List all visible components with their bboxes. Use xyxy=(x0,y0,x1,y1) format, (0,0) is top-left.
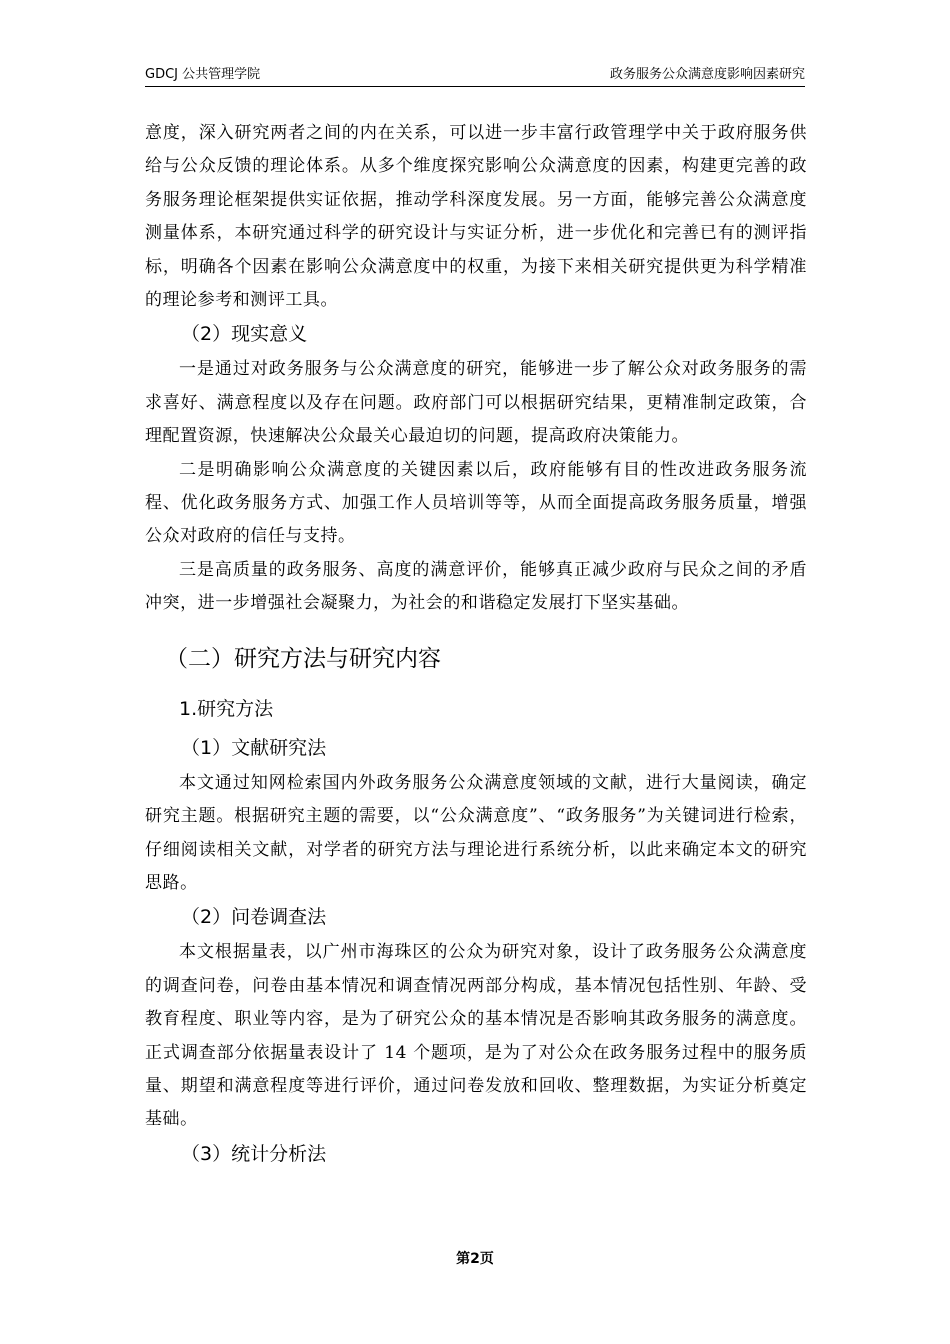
heading-research-methods: 1.研究方法 xyxy=(179,697,274,720)
page-number: 第2页 xyxy=(456,1251,494,1267)
paragraph-practical-2: 二是明确影响公众满意度的关键因素以后，政府能够有目的性改进政务服务流程、优化政务服务方式、加强工作人员培训等等，从而全面提高政务服务质量，增强公众对政府的信任与支持。 xyxy=(145,459,807,547)
paragraph-survey: 本文根据量表，以广州市海珠区的公众为研究对象，设计了政务服务公众满意度的调查问卷，问卷由基本情况和调查情况两部分构成，基本情况包括性别、年龄、受教育程度、职业等内容，是为了研究公众的基本情况是否影响其政务服务的满意度。正式调查部分依据量表设计了 14 个题项，是为了对公众在政务服务过程中的服务质量、期望和满意程度等进行评价，通过问卷发放和回收、整理数据，为实证分析奠定基础。 xyxy=(145,942,807,1130)
paragraph-practical-1: 一是通过对政务服务与公众满意度的研究，能够进一步了解公众对政务服务的需求喜好、满意程度以及存在问题。政府部门可以根据研究结果，更精准制定政策，合理配置资源，快速解决公众最关心最迫切的问题，提高政府决策能力。 xyxy=(145,359,807,447)
paragraph-intro: 意度，深入研究两者之间的内在关系，可以进一步丰富行政管理学中关于政府服务供给与公众反馈的理论体系。从多个维度探究影响公众满意度的因素，构建更完善的政务服务理论框架提供实证依据，推动学科深度发展。另一方面，能够完善公众满意度测量体系，本研究通过科学的研究设计与实证分析，进一步优化和完善已有的测评指标，明确各个因素在影响公众满意度中的权重，为接下来相关研究提供更为科学精准的理论参考和测评工具。 xyxy=(145,123,807,311)
header-paper-title: 政务服务公众满意度影响因素研究 xyxy=(609,67,805,82)
paragraph-practical-3: 三是高质量的政务服务、高度的满意评价，能够真正减少政府与民众之间的矛盾冲突，进一步增强社会凝聚力，为社会的和谐稳定发展打下坚实基础。 xyxy=(145,559,807,614)
header-institution: GDCJ 公共管理学院 xyxy=(145,67,261,82)
paragraph-literature: 本文通过知网检索国内外政务服务公众满意度领域的文献，进行大量阅读，确定研究主题。根据研究主题的需要，以“公众满意度”、“政务服务”为关键词进行检索，仔细阅读相关文献，对学者的研究方法与理论进行系统分析，以此来确定本文的研究思路。 xyxy=(145,772,807,893)
heading-survey-method: （2）问卷调查法 xyxy=(181,906,327,929)
page-body xyxy=(145,117,807,1173)
heading-literature-method: （1）文献研究法 xyxy=(181,736,327,759)
page-header xyxy=(145,66,805,87)
heading-statistics-method: （3）统计分析法 xyxy=(181,1142,327,1165)
heading-practical-significance: （2）现实意义 xyxy=(181,323,308,346)
heading-section-2: （二）研究方法与研究内容 xyxy=(165,645,441,672)
